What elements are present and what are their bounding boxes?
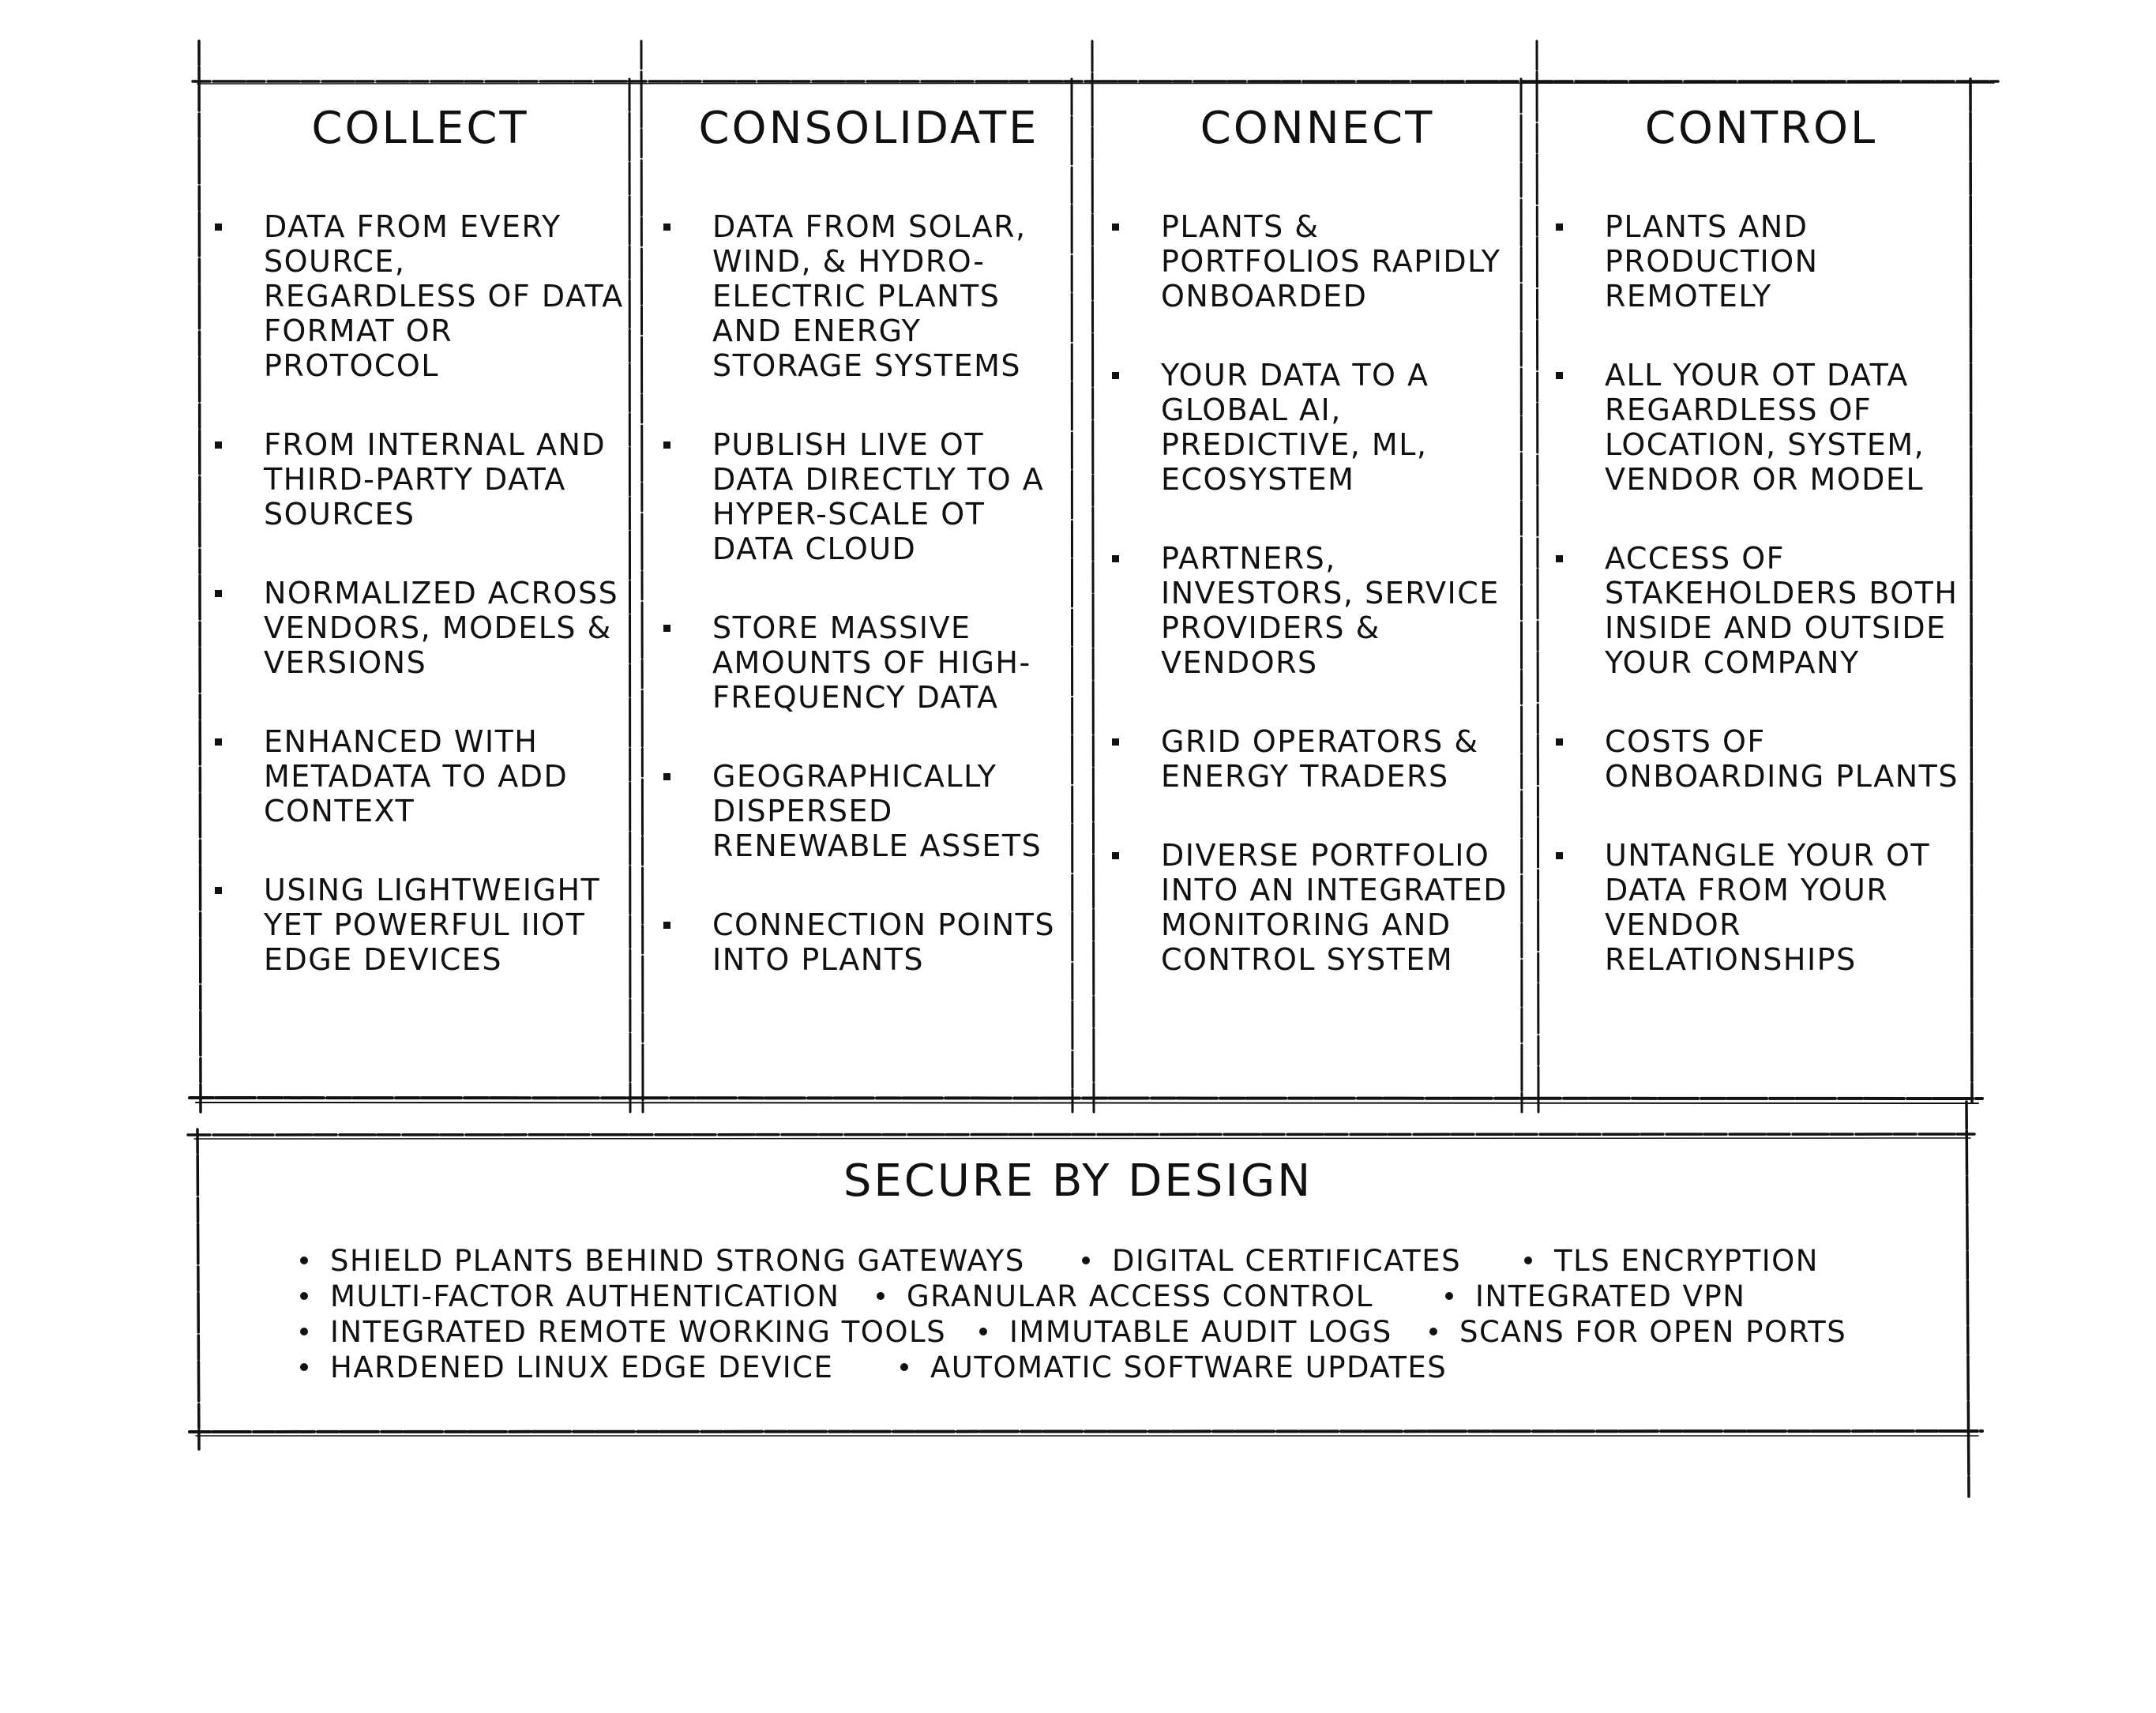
square-bullet-icon: [1556, 738, 1563, 746]
secure-item-text: IMMUTABLE AUDIT LOGS: [1009, 1315, 1392, 1349]
column-title: CONNECT: [1200, 103, 1435, 154]
list-item: [663, 610, 1074, 715]
secure-item: [877, 1279, 1373, 1314]
list-item: [1112, 724, 1523, 794]
item-text: DATA FROM EVERY SOURCE, REGARDLESS OF DATA FORMAT OR PROTOCOL: [264, 209, 624, 383]
list-item: [215, 427, 625, 532]
list-item: [215, 724, 625, 828]
list-item: [1556, 541, 1966, 680]
column-title: COLLECT: [311, 103, 529, 154]
item-text: YOUR DATA TO A GLOBAL AI, PREDICTIVE, ML, ECOSYSTEM: [1161, 358, 1429, 497]
square-bullet-icon: [663, 922, 670, 929]
secure-item-text: INTEGRATED VPN: [1475, 1279, 1746, 1313]
item-text: UNTANGLE YOUR OT DATA FROM YOUR VENDOR RELATIONSHIPS: [1605, 838, 1931, 977]
secure-item-text: GRANULAR ACCESS CONTROL: [907, 1279, 1373, 1313]
list-item: [215, 576, 625, 680]
square-bullet-icon: [1556, 555, 1563, 562]
secure-item-text: SCANS FOR OPEN PORTS: [1459, 1315, 1847, 1349]
secure-item-text: SHIELD PLANTS BEHIND STRONG GATEWAYS: [330, 1244, 1025, 1278]
list-item: [1112, 358, 1523, 497]
column-list: [1556, 209, 1966, 977]
secure-item: [300, 1279, 839, 1314]
list-item: [1112, 838, 1523, 977]
item-text: DATA FROM SOLAR, WIND, & HYDRO-ELECTRIC PLANTS AND ENERGY STORAGE SYSTEMS: [712, 209, 1027, 383]
secure-item: [300, 1315, 946, 1350]
list-item: [663, 209, 1074, 383]
secure-item-text: INTEGRATED REMOTE WORKING TOOLS: [330, 1315, 947, 1349]
secure-item-text: HARDENED LINUX EDGE DEVICE: [330, 1350, 834, 1384]
square-bullet-icon: [663, 224, 670, 231]
square-bullet-icon: [1556, 224, 1563, 231]
square-bullet-icon: [215, 441, 222, 449]
list-item: [215, 209, 625, 383]
secure-title: SECURE BY DESIGN: [843, 1155, 1313, 1207]
dot-bullet-icon: [300, 1363, 308, 1371]
square-bullet-icon: [1556, 372, 1563, 379]
list-item: [663, 427, 1074, 566]
square-bullet-icon: [215, 590, 222, 597]
dot-bullet-icon: [979, 1328, 987, 1335]
column-connect: [1112, 103, 1523, 1021]
dot-bullet-icon: [300, 1292, 308, 1300]
item-text: PLANTS & PORTFOLIOS RAPIDLY ONBOARDED: [1161, 209, 1501, 314]
square-bullet-icon: [1112, 738, 1119, 746]
secure-item: [1429, 1315, 1846, 1350]
square-bullet-icon: [215, 887, 222, 894]
item-text: STORE MASSIVE AMOUNTS OF HIGH-FREQUENCY DATA: [712, 610, 1031, 715]
item-text: ACCESS OF STAKEHOLDERS BOTH INSIDE AND OUTSIDE YOUR COMPANY: [1605, 541, 1959, 680]
square-bullet-icon: [1112, 852, 1119, 859]
secure-item: [1445, 1279, 1745, 1314]
secure-item-text: TLS ENCRYPTION: [1554, 1244, 1819, 1278]
item-text: PARTNERS, INVESTORS, SERVICE PROVIDERS & VENDORS: [1161, 541, 1500, 680]
secure-item: [979, 1315, 1392, 1350]
square-bullet-icon: [1112, 372, 1119, 379]
list-item: [663, 759, 1074, 863]
dot-bullet-icon: [1082, 1257, 1090, 1264]
column-consolidate: [663, 103, 1074, 1021]
item-text: GRID OPERATORS & ENERGY TRADERS: [1161, 724, 1479, 794]
column-list: [663, 209, 1074, 977]
list-item: [1556, 209, 1966, 314]
secure-item-text: MULTI-FACTOR AUTHENTICATION: [330, 1279, 840, 1313]
column-list: [1112, 209, 1523, 977]
square-bullet-icon: [1112, 555, 1119, 562]
item-text: PLANTS AND PRODUCTION REMOTELY: [1605, 209, 1819, 314]
column-collect: [215, 103, 625, 1021]
item-text: ALL YOUR OT DATA REGARDLESS OF LOCATION, SYSTEM, VENDOR OR MODEL: [1605, 358, 1925, 497]
dot-bullet-icon: [877, 1292, 885, 1300]
item-text: PUBLISH LIVE OT DATA DIRECTLY TO A HYPER-SCALE OT DATA CLOUD: [712, 427, 1045, 566]
item-text: DIVERSE PORTFOLIO INTO AN INTEGRATED MONITORING AND CONTROL SYSTEM: [1161, 838, 1508, 977]
square-bullet-icon: [663, 625, 670, 632]
square-bullet-icon: [215, 224, 222, 231]
dot-bullet-icon: [900, 1363, 908, 1371]
secure-item-text: AUTOMATIC SOFTWARE UPDATES: [930, 1350, 1448, 1384]
list-item: [1112, 209, 1523, 314]
square-bullet-icon: [663, 773, 670, 780]
list-item: [663, 907, 1074, 977]
dot-bullet-icon: [300, 1328, 308, 1335]
item-text: ENHANCED WITH METADATA TO ADD CONTEXT: [264, 724, 569, 828]
item-text: USING LIGHTWEIGHT YET POWERFUL IIOT EDGE DEVICES: [264, 873, 601, 977]
column-control: [1556, 103, 1966, 1021]
square-bullet-icon: [1556, 852, 1563, 859]
column-title: CONSOLIDATE: [698, 103, 1039, 154]
secure-item: [1082, 1244, 1461, 1279]
list-item: [1556, 724, 1966, 794]
secure-item-text: DIGITAL CERTIFICATES: [1112, 1244, 1462, 1278]
item-text: COSTS OF ONBOARDING PLANTS: [1605, 724, 1959, 794]
square-bullet-icon: [1112, 224, 1119, 231]
secure-item: [300, 1244, 1025, 1279]
dot-bullet-icon: [1429, 1328, 1437, 1335]
list-item: [1556, 838, 1966, 977]
column-list: [215, 209, 625, 977]
dot-bullet-icon: [300, 1257, 308, 1264]
item-text: FROM INTERNAL AND THIRD-PARTY DATA SOURCES: [264, 427, 607, 532]
square-bullet-icon: [215, 738, 222, 746]
list-item: [1112, 541, 1523, 680]
secure-item: [1524, 1244, 1819, 1279]
column-title: CONTROL: [1644, 103, 1878, 154]
dot-bullet-icon: [1445, 1292, 1453, 1300]
item-text: GEOGRAPHICALLY DISPERSED RENEWABLE ASSETS: [712, 759, 1042, 863]
square-bullet-icon: [663, 441, 670, 449]
dot-bullet-icon: [1524, 1257, 1532, 1264]
list-item: [1556, 358, 1966, 497]
secure-item: [300, 1350, 833, 1385]
secure-item: [900, 1350, 1447, 1385]
list-item: [215, 873, 625, 977]
item-text: CONNECTION POINTS INTO PLANTS: [712, 907, 1055, 977]
item-text: NORMALIZED ACROSS VENDORS, MODELS & VERSIONS: [264, 576, 619, 680]
